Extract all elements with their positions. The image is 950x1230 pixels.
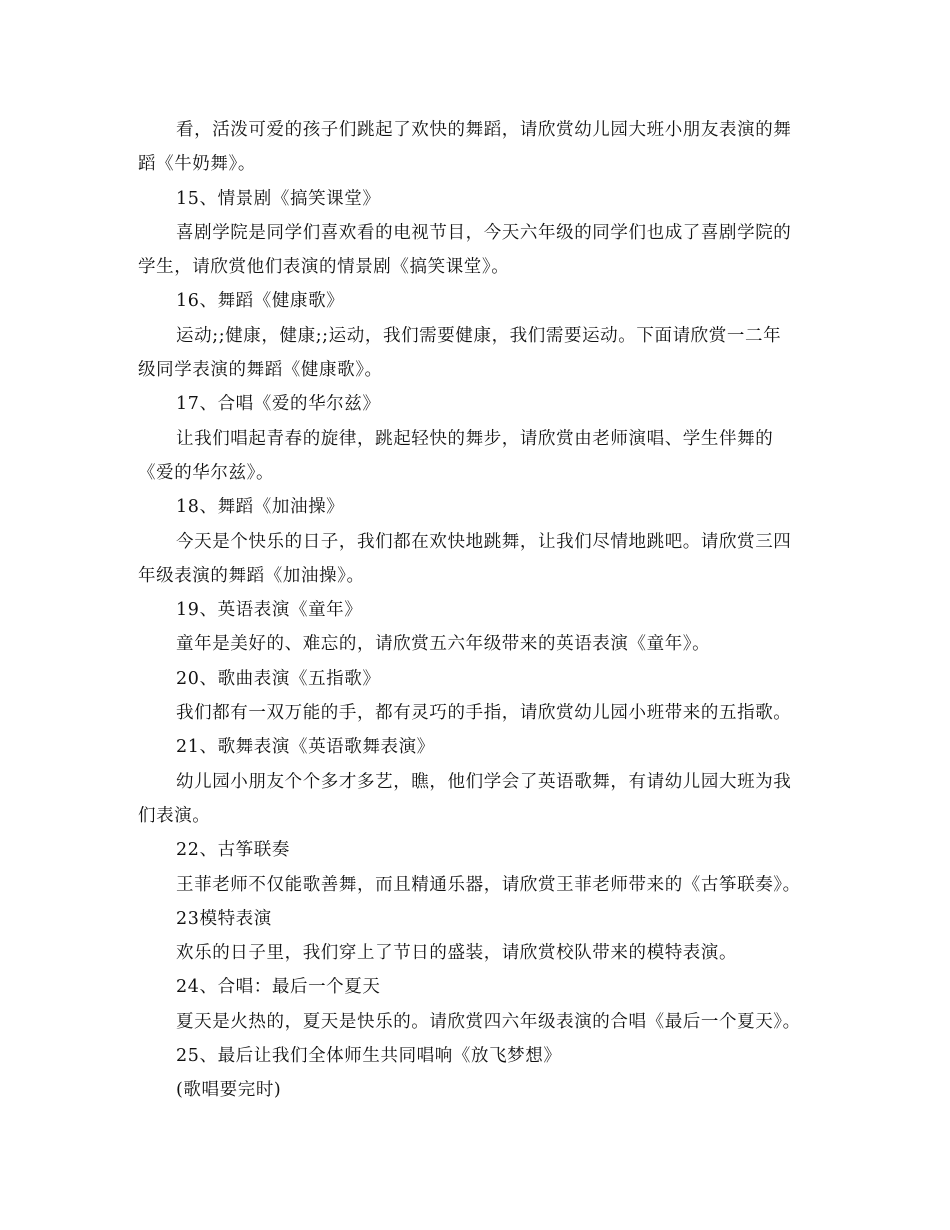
text-line: 25、最后让我们全体师生共同唱响《放飞梦想》	[176, 1046, 562, 1067]
text-line: 20、歌曲表演《五指歌》	[176, 668, 381, 689]
text-line: 夏天是火热的，夏天是快乐的。请欣赏四六年级表演的合唱《最后一个夏天》。	[176, 1011, 801, 1032]
text-line: 让我们唱起青春的旋律，跳起轻快的舞步，请欣赏由老师演唱、学生伴舞的	[176, 428, 774, 449]
text-line: 19、英语表演《童年》	[176, 600, 363, 621]
text-line: 级同学表演的舞蹈《健康歌》。	[138, 360, 383, 381]
text-line: 22、古筝联奏	[176, 840, 290, 861]
text-line: 15、情景剧《搞笑课堂》	[176, 188, 381, 209]
text-line: 今天是个快乐的日子，我们都在欢快地跳舞，让我们尽情地跳吧。请欣赏三四	[176, 531, 792, 552]
text-line: 看，活泼可爱的孩子们跳起了欢快的舞蹈，请欣赏幼儿园大班小朋友表演的舞	[176, 120, 792, 140]
text-line: 24、合唱：最后一个夏天	[176, 977, 381, 998]
text-line: 王菲老师不仅能歌善舞，而且精通乐器，请欣赏王菲老师带来的《古筝联奏》。	[176, 874, 801, 895]
text-line: 们表演。	[138, 805, 211, 826]
text-line: 23模特表演	[176, 908, 272, 929]
text-line: 《爱的华尔兹》。	[138, 462, 275, 483]
text-line: 幼儿园小朋友个个多才多艺，瞧，他们学会了英语歌舞，有请幼儿园大班为我	[176, 771, 792, 792]
text-line: 21、歌舞表演《英语歌舞表演》	[176, 737, 435, 758]
text-line: 蹈《牛奶舞》。	[138, 154, 256, 175]
text-line: 18、舞蹈《加油操》	[176, 497, 345, 518]
text-line: (歌唱要完时)	[176, 1080, 282, 1101]
text-line: 年级表演的舞蹈《加油操》。	[138, 565, 365, 586]
text-line: 17、合唱《爱的华尔兹》	[176, 394, 381, 415]
text-line: 童年是美好的、难忘的，请欣赏五六年级带来的英语表演《童年》。	[176, 634, 711, 655]
text-line: 欢乐的日子里，我们穿上了节日的盛装，请欣赏校队带来的模特表演。	[176, 943, 738, 964]
text-line: 运动;;健康，健康;;运动，我们需要健康，我们需要运动。下面请欣赏一二年	[176, 325, 782, 346]
text-line: 16、舞蹈《健康歌》	[176, 291, 345, 312]
text-line: 喜剧学院是同学们喜欢看的电视节目，今天六年级的同学们也成了喜剧学院的	[176, 222, 792, 243]
text-line: 学生，请欣赏他们表演的情景剧《搞笑课堂》。	[138, 257, 510, 278]
document-body	[138, 113, 838, 1108]
text-line: 我们都有一双万能的手，都有灵巧的手指，请欣赏幼儿园小班带来的五指歌。	[176, 703, 792, 724]
